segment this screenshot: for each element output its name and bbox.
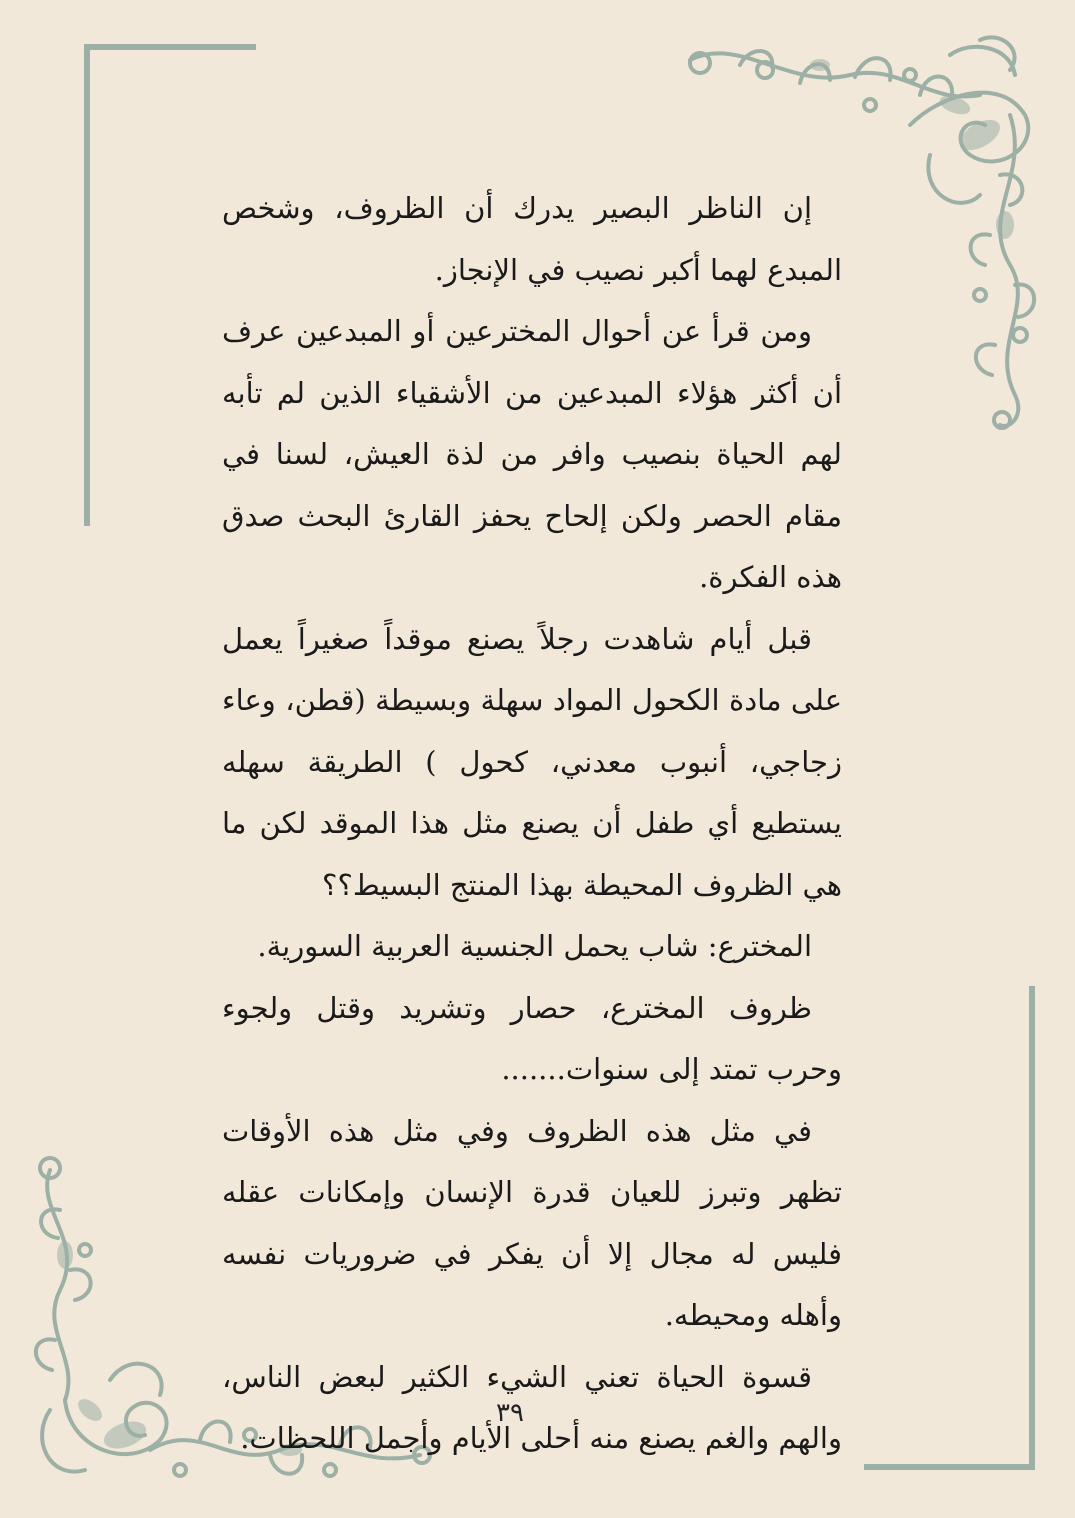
frame-top-line — [84, 44, 256, 50]
paragraph-4: المخترع: شاب يحمل الجنسية العربية السورية. — [257, 929, 812, 963]
frame-bottom-line — [864, 1464, 1035, 1470]
page-number: ٣٩ — [496, 1398, 524, 1428]
frame-right-line — [1029, 986, 1035, 1470]
body-text — [222, 178, 842, 1470]
paragraph-1: إن الناظر البصير يدرك أن الظروف، وشخص المبدع لهما أكبر نصيب في الإنجاز. — [222, 191, 842, 287]
paragraph-6: في مثل هذه الظروف وفي مثل هذه الأوقات تظهر وتبرز للعيان قدرة الإنسان وإمكانات عقله فليس له مجال إلا أن يفكر في ضروريات نفسه وأهله ومحيطه. — [222, 1113, 842, 1332]
paragraph-3: قبل أيام شاهدت رجلاً يصنع موقداً صغيراً يعمل على مادة الكحول المواد سهلة وبسيطة (قطن، وعاء زجاجي، أنبوب معدني، كحول ) الطريقة سهله يستطيع أي طفل أن يصنع مثل هذا الموقد لكن ما هي الظروف المحيطة بهذا المنتج البسيط؟؟ — [222, 621, 842, 902]
frame-left-line — [84, 44, 90, 526]
paragraph-2: ومن قرأ عن أحوال المخترعين أو المبدعين عرف أن أكثر هؤلاء المبدعين من الأشقياء الذين لم تأبه لهم الحياة بنصيب وافر من لذة العيش، لسنا في مقام الحصر ولكن إلحاح يحفز القارئ البحث صدق هذه الفكرة. — [222, 314, 842, 594]
paragraph-7: قسوة الحياة تعني الشيء الكثير لبعض الناس، والهم والغم يصنع منه أحلى الأيام وأجمل اللحظات. — [222, 1359, 842, 1455]
paragraph-5: ظروف المخترع، حصار وتشريد وقتل ولجوء وحرب تمتد إلى سنوات....... — [222, 990, 842, 1086]
